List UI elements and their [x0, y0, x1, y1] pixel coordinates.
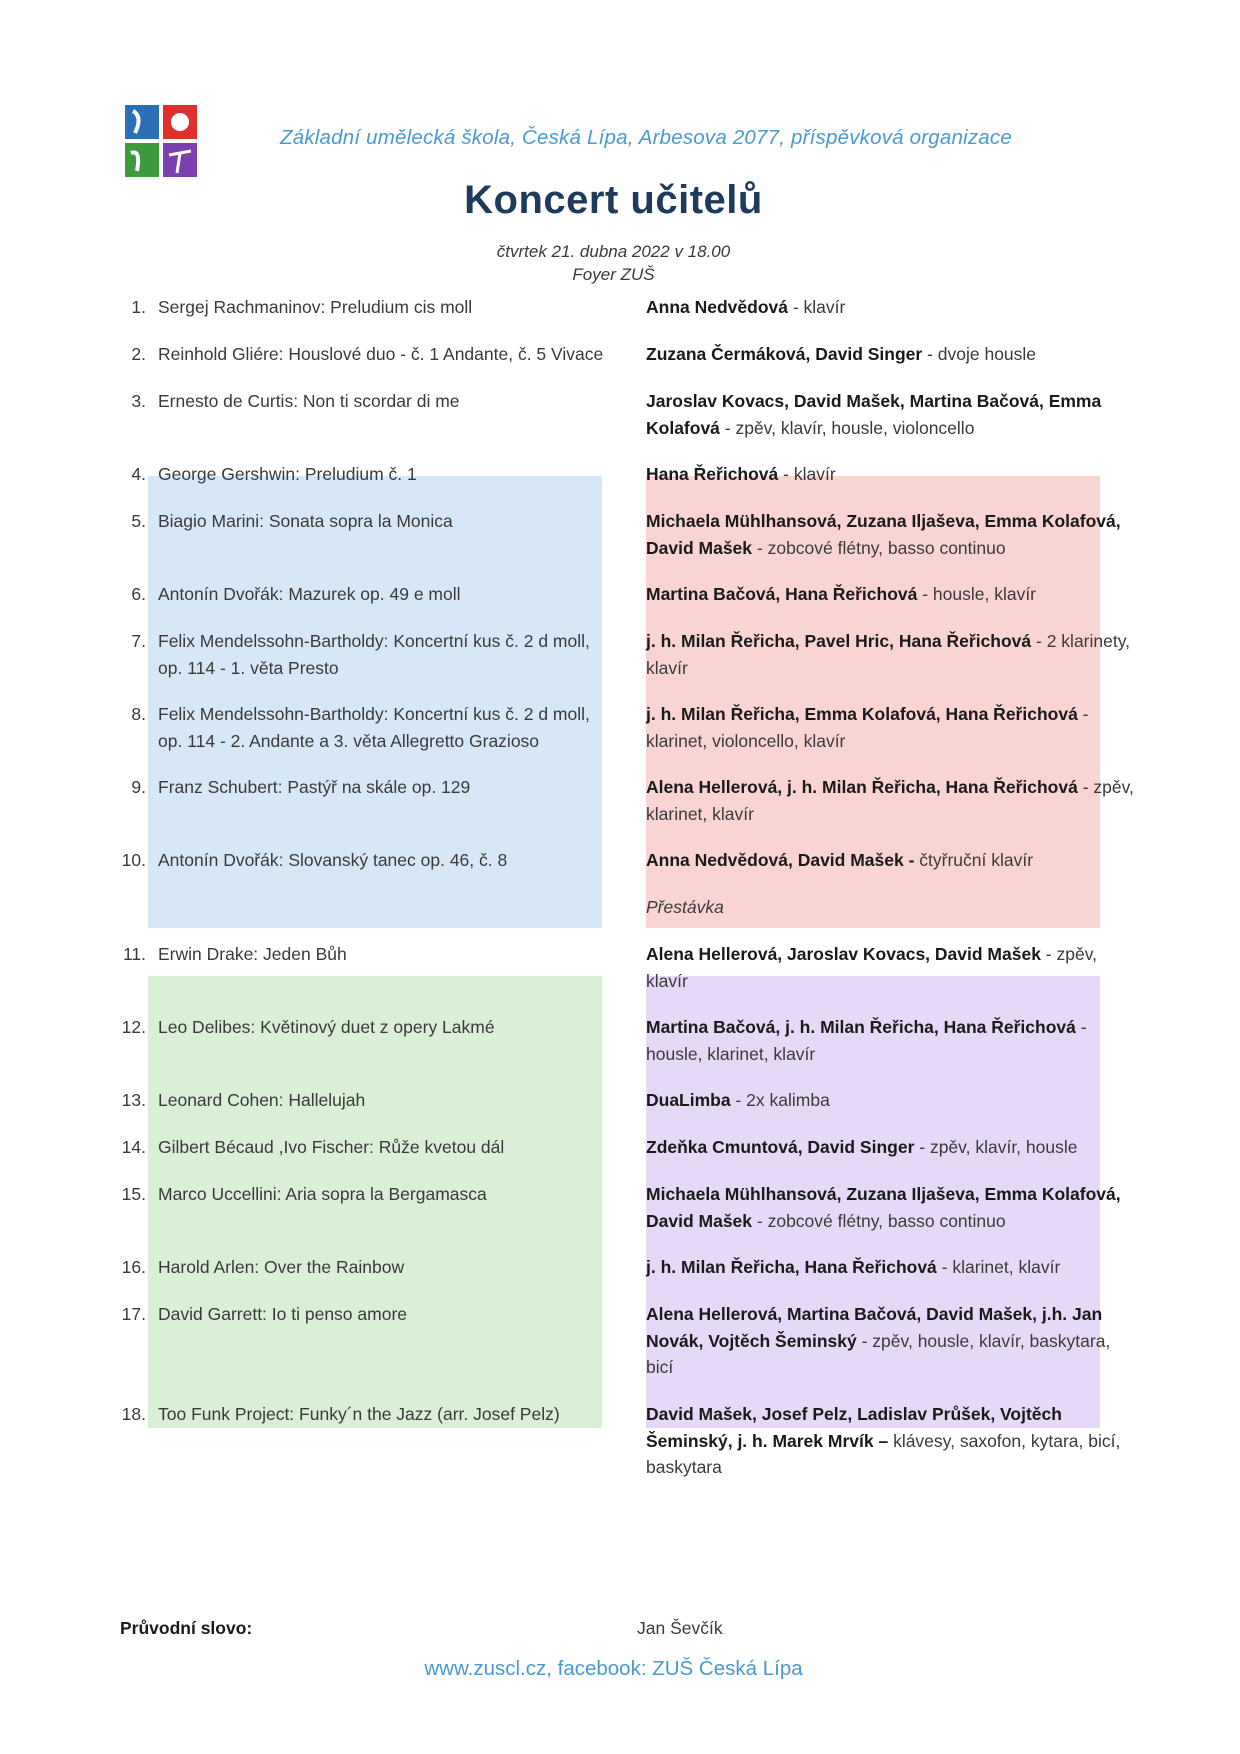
item-performers [646, 628, 1136, 681]
performer-names: j. h. Milan Řeřicha, Emma Kolafová, Hana Řeřichová [646, 704, 1078, 724]
performer-names: Hana Řeřichová [646, 464, 779, 484]
performer-instruments: - zpěv, klavír [646, 944, 1098, 991]
performer-instruments: - housle, klarinet, klavír [646, 1017, 1087, 1064]
item-number: 12. [121, 1017, 146, 1037]
item-number: 6. [131, 584, 146, 604]
performer-names: Alena Hellerová, Jaroslav Kovacs, David Mašek [646, 944, 1041, 964]
performer-instruments: - zpěv, klarinet, klavír [646, 777, 1134, 824]
program-item [108, 1181, 1148, 1234]
item-performers [646, 388, 1136, 441]
organization-name: Základní umělecká škola, Česká Lípa, Arbesova 2077, příspěvková organizace [280, 126, 1012, 149]
performer-names: Zdeňka Cmuntová, David Singer [646, 1137, 915, 1157]
performer-instruments: - housle, klavír [917, 584, 1037, 604]
logo-icon [125, 105, 197, 177]
item-performers [646, 294, 1136, 321]
item-performers [646, 1401, 1136, 1481]
intermission-row [108, 894, 1148, 921]
performer-instruments: - zobcové flétny, basso continuo [752, 1210, 1006, 1231]
program-list [108, 294, 1148, 1501]
performer-instruments: - klarinet, violoncello, klavír [646, 704, 1089, 751]
item-number: 13. [121, 1090, 146, 1110]
performer-names: Michaela Mühlhansová, Zuzana Iljaševa, Emma Kolafová, David Mašek [646, 1184, 1121, 1231]
item-performers [646, 774, 1136, 827]
item-number: 15. [121, 1184, 146, 1204]
item-performers [646, 894, 1136, 921]
performer-names: David Mašek, Josef Pelz, Ladislav Průšek, Vojtěch Šeminský, j. h. Marek Mrvík – [646, 1404, 1062, 1451]
program-item [108, 508, 1148, 561]
item-work: Ernesto de Curtis: Non ti scordar di me [158, 391, 460, 411]
item-work: Sergej Rachmaninov: Preludium cis moll [158, 297, 473, 317]
page-title: Koncert učitelů [464, 178, 763, 222]
item-work: Gilbert Bécaud ,Ivo Fischer: Růže kvetou dál [158, 1137, 505, 1157]
program-item [108, 581, 1148, 608]
performer-instruments: - zpěv, klavír, housle, violoncello [719, 417, 975, 438]
performer-names: Martina Bačová, j. h. Milan Řeřicha, Hana Řeřichová [646, 1017, 1076, 1037]
item-work: Marco Uccellini: Aria sopra la Bergamasca [158, 1184, 487, 1204]
program-item [108, 1401, 1148, 1481]
closing-speaker: Jan Ševčík [637, 1618, 723, 1638]
item-work: Felix Mendelssohn-Bartholdy: Koncertní kus č. 2 d moll, op. 114 - 1. věta Presto [158, 631, 590, 678]
item-number: 2. [131, 344, 146, 364]
performer-names: DuaLimba [646, 1090, 731, 1110]
performer-instruments: - zpěv, housle, klavír, baskytara, bicí [646, 1330, 1111, 1377]
performer-instruments: - klavír [778, 464, 836, 484]
performer-names: Martina Bačová, Hana Řeřichová [646, 584, 918, 604]
item-performers [646, 1181, 1136, 1234]
item-number: 4. [131, 464, 146, 484]
event-info [0, 240, 1227, 286]
item-work: Antonín Dvořák: Mazurek op. 49 e moll [158, 584, 461, 604]
item-performers [646, 701, 1136, 754]
performer-instruments: - klarinet, klavír [936, 1257, 1061, 1277]
item-work: Leo Delibes: Květinový duet z opery Lakmé [158, 1017, 495, 1037]
item-performers [646, 847, 1136, 874]
item-number: 9. [131, 777, 146, 797]
intermission-label: Přestávka [646, 897, 724, 917]
item-work: Too Funk Project: Funky´n the Jazz (arr. Josef Pelz) [158, 1404, 560, 1424]
program-item [108, 847, 1148, 874]
program-item [108, 1134, 1148, 1161]
performer-instruments: - zpěv, klavír, housle [914, 1137, 1078, 1157]
item-number: 14. [121, 1137, 146, 1157]
item-performers [646, 1134, 1136, 1161]
program-item [108, 341, 1148, 368]
item-work: Leonard Cohen: Hallelujah [158, 1090, 366, 1110]
item-work: Erwin Drake: Jeden Bůh [158, 944, 347, 964]
performer-names: Zuzana Čermáková, David Singer [646, 344, 923, 364]
program-item [108, 1254, 1148, 1281]
item-number: 5. [131, 511, 146, 531]
performer-names: Anna Nedvědová [646, 297, 788, 317]
item-number: 7. [131, 631, 146, 651]
performer-names: Alena Hellerová, j. h. Milan Řeřicha, Hana Řeřichová [646, 777, 1078, 797]
performer-names: Alena Hellerová, Martina Bačová, David Mašek, j.h. Jan Novák, Vojtěch Šeminský [646, 1304, 1103, 1351]
item-performers [646, 1301, 1136, 1381]
program-item [108, 461, 1148, 488]
item-work: Biagio Marini: Sonata sopra la Monica [158, 511, 453, 531]
item-work: George Gershwin: Preludium č. 1 [158, 464, 417, 484]
item-performers [646, 341, 1136, 368]
item-performers [646, 1254, 1136, 1281]
footer-links[interactable]: www.zuscl.cz, facebook: ZUŠ Česká Lípa [424, 1657, 803, 1680]
item-performers [646, 1087, 1136, 1114]
performer-instruments: - 2 klarinety, klavír [646, 631, 1131, 678]
program-item [108, 701, 1148, 754]
item-performers [646, 461, 1136, 488]
item-work: Reinhold Gliére: Houslové duo - č. 1 Andante, č. 5 Vivace [158, 344, 604, 364]
performer-names: Anna Nedvědová, David Mašek - [646, 850, 915, 870]
item-number: 1. [131, 297, 146, 317]
program-item [108, 1014, 1148, 1067]
program-item [108, 774, 1148, 827]
program-item [108, 1301, 1148, 1381]
event-date: čtvrtek 21. dubna 2022 v 18.00 [496, 242, 731, 261]
item-performers [646, 941, 1136, 994]
performer-names: Jaroslav Kovacs, David Mašek, Martina Bačová, Emma Kolafová [646, 391, 1102, 438]
program-item [108, 388, 1148, 441]
item-work [158, 894, 618, 921]
item-number [108, 894, 158, 921]
item-work: Antonín Dvořák: Slovanský tanec op. 46, č. 8 [158, 850, 508, 870]
item-number: 16. [121, 1257, 146, 1277]
performer-instruments: klávesy, saxofon, kytara, bicí, baskytara [646, 1430, 1121, 1477]
performer-names: j. h. Milan Řeřicha, Hana Řeřichová [646, 1257, 937, 1277]
performer-instruments: - klavír [787, 297, 846, 317]
event-venue: Foyer ZUŠ [572, 265, 655, 284]
performer-names: Michaela Mühlhansová, Zuzana Iljaševa, Emma Kolafová, David Mašek [646, 511, 1121, 558]
item-number: 11. [122, 944, 146, 964]
item-performers [646, 581, 1136, 608]
program-item [108, 1087, 1148, 1114]
item-number: 3. [131, 391, 146, 411]
performer-instruments: - zobcové flétny, basso continuo [752, 537, 1006, 558]
program-item [108, 941, 1148, 994]
item-number: 18. [121, 1404, 146, 1424]
item-number: 8. [131, 704, 146, 724]
program-item [108, 294, 1148, 321]
performer-instruments: čtyřruční klavír [914, 850, 1034, 870]
item-performers [646, 508, 1136, 561]
item-work: Franz Schubert: Pastýř na skále op. 129 [158, 777, 471, 797]
item-number: 17. [121, 1304, 146, 1324]
performer-names: j. h. Milan Řeřicha, Pavel Hric, Hana Řeřichová [646, 631, 1032, 651]
performer-instruments: - dvoje housle [922, 344, 1037, 364]
item-work: Felix Mendelssohn-Bartholdy: Koncertní kus č. 2 d moll, op. 114 - 2. Andante a 3. věta Allegretto Grazioso [158, 704, 590, 751]
item-work: Harold Arlen: Over the Rainbow [158, 1257, 405, 1277]
closing-label: Průvodní slovo: [120, 1618, 253, 1638]
performer-instruments: - 2x kalimba [730, 1090, 830, 1110]
item-performers [646, 1014, 1136, 1067]
school-logo [125, 105, 197, 177]
item-work: David Garrett: Io ti penso amore [158, 1304, 407, 1324]
program-item [108, 628, 1148, 681]
item-number: 10. [121, 850, 146, 870]
